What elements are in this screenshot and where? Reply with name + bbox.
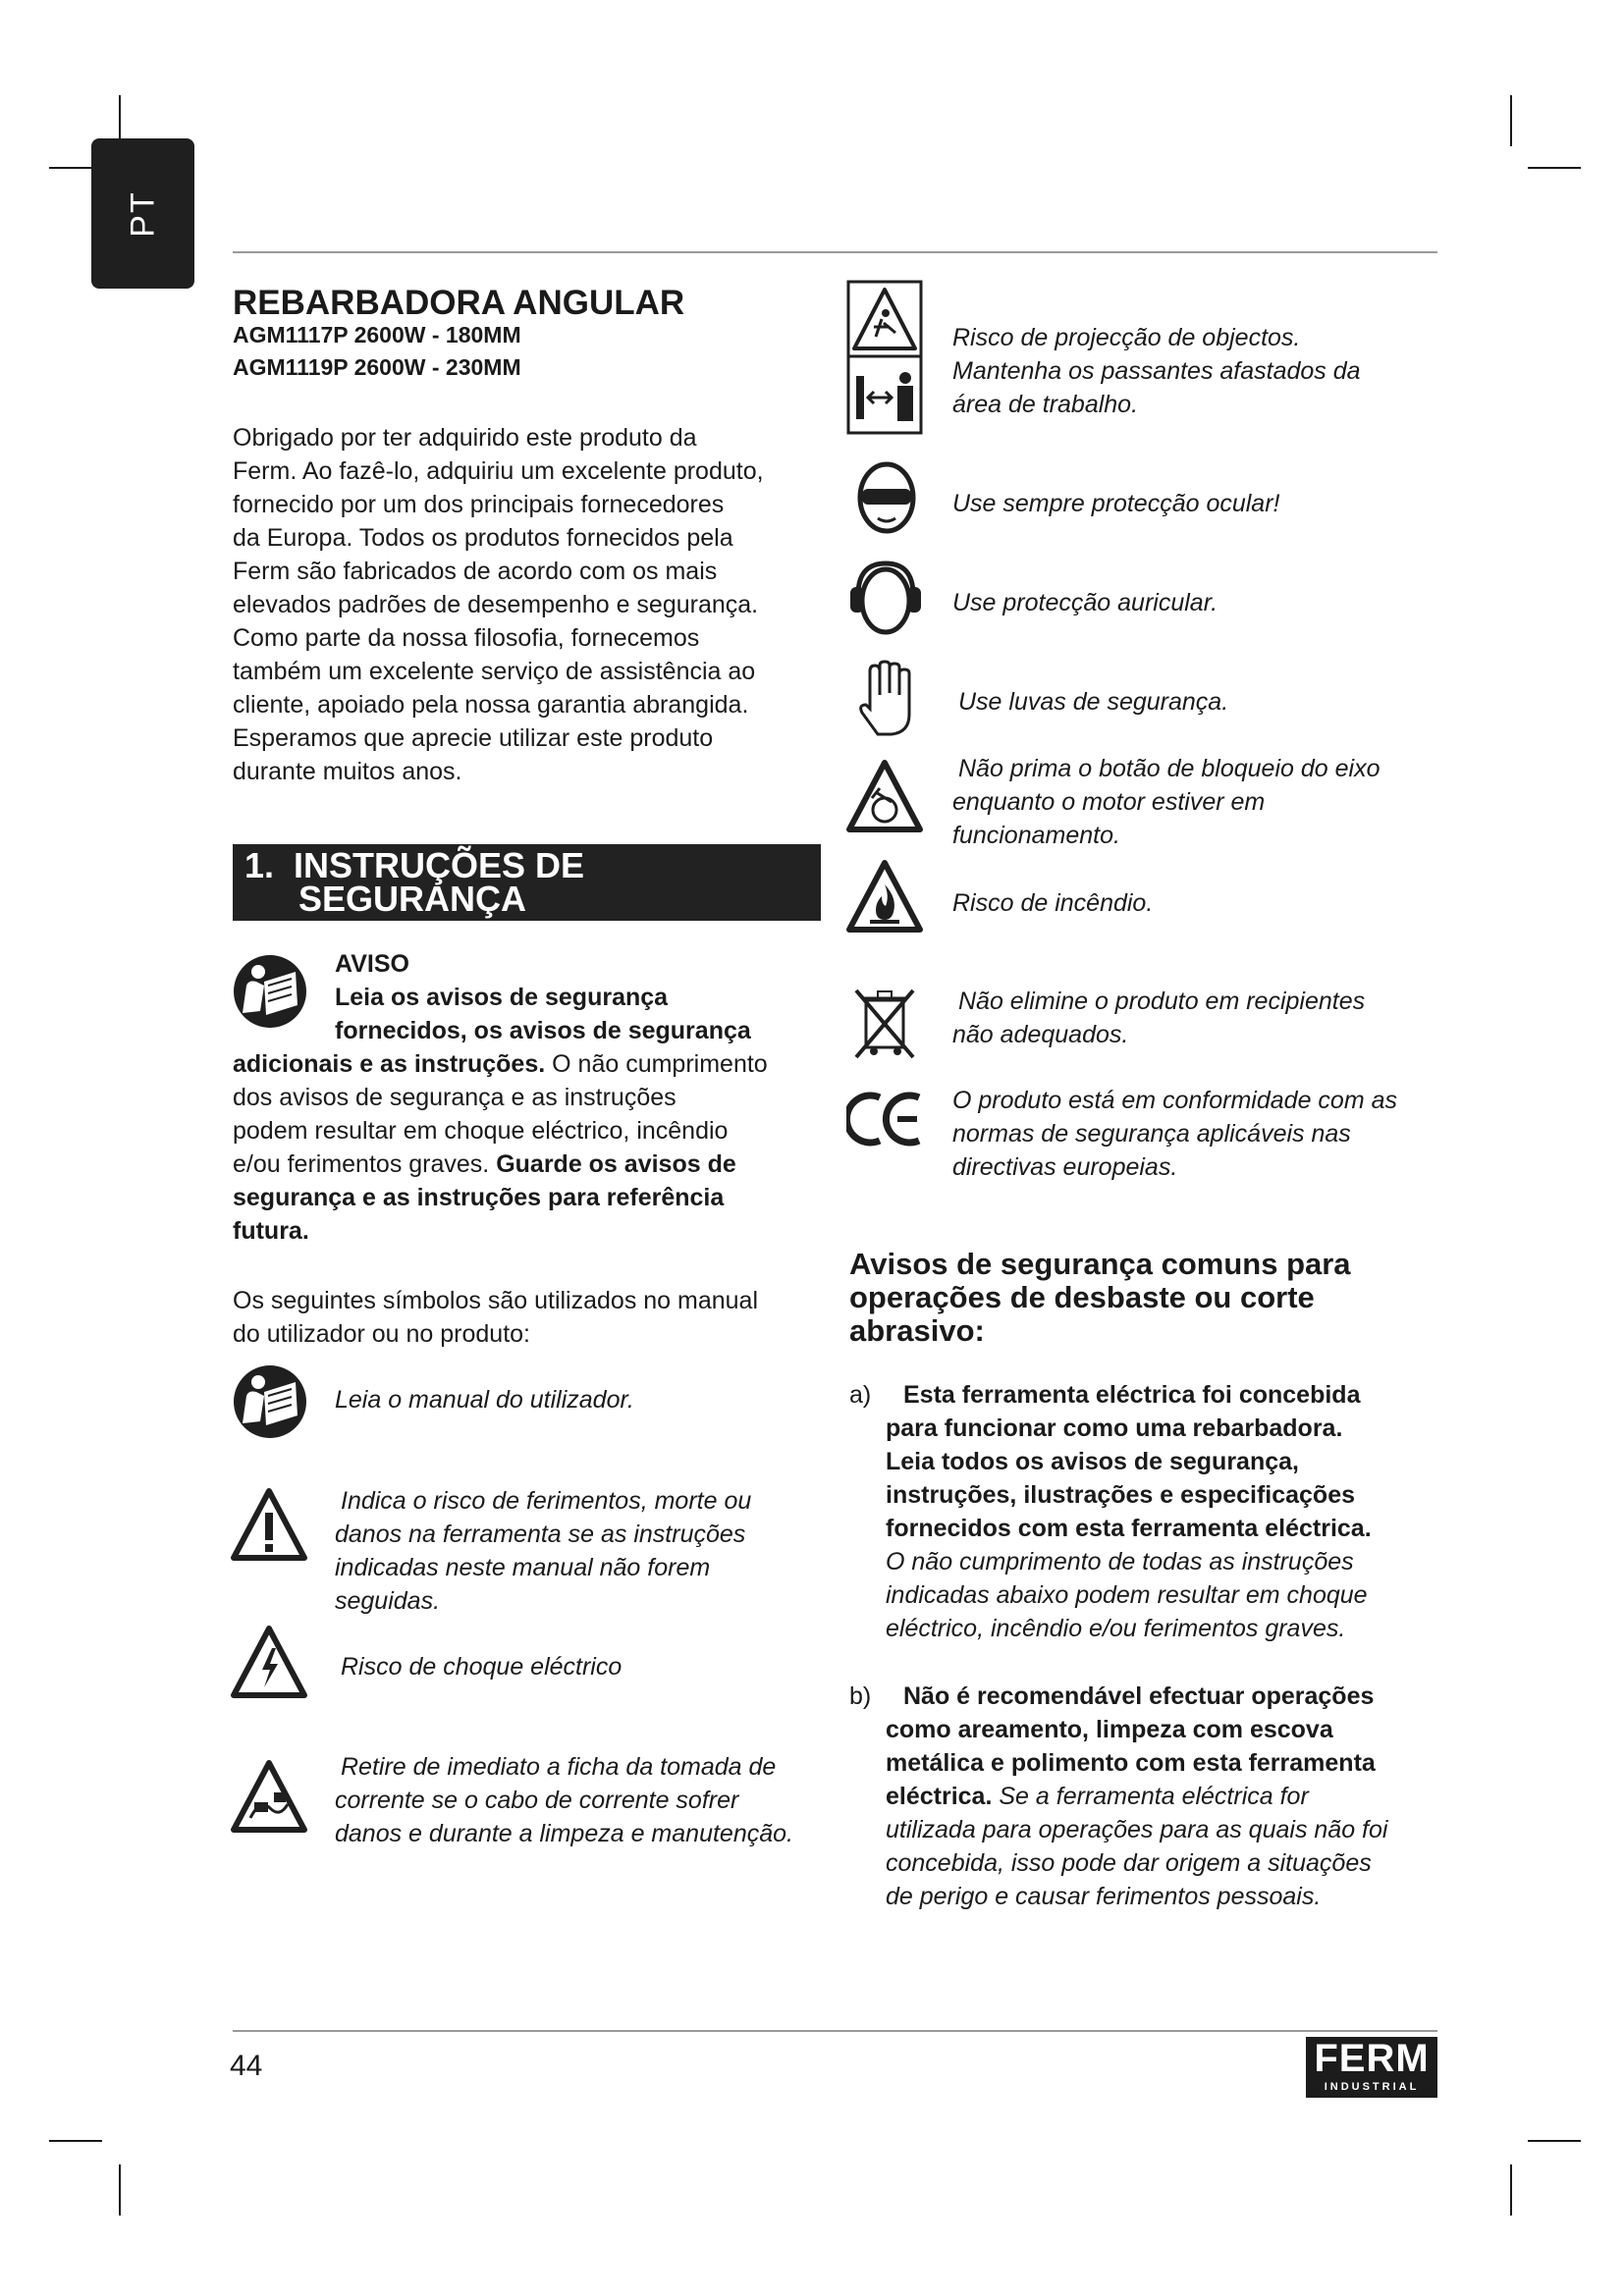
warning-text: adicionais e as instruções. O não cumprimento [233, 1050, 768, 1078]
warning-text: futura. [233, 1217, 309, 1245]
crop-mark [1528, 167, 1581, 169]
warning-triangle-icon [231, 1487, 307, 1562]
symbol-description: Use sempre protecção ocular! [952, 490, 1280, 517]
symbols-intro: Os seguintes símbolos são utilizados no manual do utilizador ou no produto: [233, 1287, 759, 1348]
crop-mark [1528, 2140, 1581, 2142]
ce-mark-icon [846, 1090, 925, 1148]
header-rule [233, 251, 1437, 253]
page-number: 44 [230, 2050, 263, 2082]
fire-risk-icon [846, 859, 923, 934]
warning-heading: AVISO [335, 950, 409, 978]
warning-text: fornecidos, os avisos de segurança [335, 1017, 751, 1044]
crop-mark [119, 2164, 121, 2216]
symbol-description: Não elimine o produto em recipientes não adequados. [952, 988, 1366, 1048]
read-manual-icon [231, 1362, 309, 1441]
crop-mark [49, 2140, 102, 2142]
symbol-description: Retire de imediato a ficha da tomada de corrente se o cabo de corrente sofrer danos e durante a limpeza e manutenção. [335, 1753, 793, 1847]
item-a-text: O não cumprimento de todas as instruções indicadas abaixo podem resultar em choque eléctrico, incêndio e/ou ferimentos graves. [886, 1548, 1368, 1642]
symbol-description: O produto está em conformidade com as normas de segurança aplicáveis nas directivas europeias. [952, 1087, 1398, 1181]
crop-mark [1510, 2164, 1512, 2216]
symbol-description: Use protecção auricular. [952, 589, 1218, 616]
warning-text: e/ou ferimentos graves. Guarde os avisos de [233, 1150, 736, 1178]
intro-paragraph: Obrigado por ter adquirido este produto da Ferm. Ao fazê-lo, adquiriu um excelente produto, fornecido por um dos principais fornecedores da Europa. Todos os produtos fornecidos pela Ferm são fabricados de acordo com os mais elevados padrões de desempenho e segurança. Como parte da nossa filosofia, fornecemos também um excelente serviço de assistência ao cliente, apoiado pela nossa garantia abrangida. Esperamos que aprecie utilizar este produto durante muitos anos. [233, 424, 764, 785]
read-manual-icon [231, 952, 309, 1031]
warning-text: podem resultar em choque eléctrico, incêndio [233, 1117, 729, 1145]
projection-risk-icon [846, 280, 923, 435]
model-line: AGM1117P 2600W - 180MM [233, 322, 521, 347]
warning-text: segurança e as instruções para referência [233, 1184, 725, 1211]
warning-text: dos avisos de segurança e as instruções [233, 1084, 677, 1111]
symbol-description: Não prima o botão de bloqueio do eixo enquanto o motor estiver em funcionamento. [952, 755, 1380, 849]
gloves-icon [856, 660, 917, 738]
model-line: AGM1119P 2600W - 230MM [233, 354, 521, 380]
ferm-logo: FERM INDUSTRIAL [1306, 2037, 1437, 2098]
product-title: REBARBADORA ANGULAR [233, 284, 685, 322]
ear-protection-icon [846, 560, 925, 636]
weee-bin-icon [852, 987, 917, 1061]
symbol-description: Indica o risco de ferimentos, morte ou danos na ferramenta se as instruções indicadas neste manual não forem seguidas. [335, 1487, 752, 1615]
section-heading-safety: 1. INSTRUÇÕES DE SEGURANÇA [233, 844, 821, 921]
grinding-section-heading: Avisos de segurança comuns para operações de desbaste ou corte abrasivo: [849, 1247, 1351, 1348]
symbol-description: Risco de choque eléctrico [341, 1653, 623, 1681]
language-code: PT [124, 189, 161, 238]
eye-protection-icon [856, 459, 917, 536]
item-label: a) [849, 1381, 872, 1409]
symbol-description: Risco de incêndio. [952, 889, 1154, 917]
footer-rule [233, 2030, 1437, 2032]
symbol-description: Use luvas de segurança. [958, 688, 1229, 716]
symbol-description: Leia o manual do utilizador. [335, 1386, 634, 1414]
symbol-description: Risco de projecção de objectos. Mantenha os passantes afastados da área de trabalho. [952, 324, 1361, 418]
warning-text: Leia os avisos de segurança [335, 984, 669, 1011]
spindle-lock-icon [846, 759, 923, 833]
item-b-text: Não é recomendável efectuar operações como areamento, limpeza com escova metálica e polimento com esta ferramenta [886, 1682, 1376, 1777]
unplug-icon [231, 1759, 307, 1834]
electric-shock-icon [231, 1625, 307, 1699]
item-b-text: eléctrica. Se a ferramenta eléctrica for [886, 1783, 1309, 1810]
crop-mark [1510, 95, 1512, 146]
language-tab [91, 138, 194, 289]
item-label: b) [849, 1682, 872, 1710]
item-a-text: Esta ferramenta eléctrica foi concebida para funcionar como uma rebarbadora. Leia todos os avisos de segurança, instruções, ilustrações e especificações fornecidos com esta ferramenta eléctrica. [886, 1381, 1372, 1542]
item-b-text: utilizada para operações para as quais não foi concebida, isso pode dar origem a situações de perigo e causar ferimentos pessoais. [886, 1816, 1388, 1910]
